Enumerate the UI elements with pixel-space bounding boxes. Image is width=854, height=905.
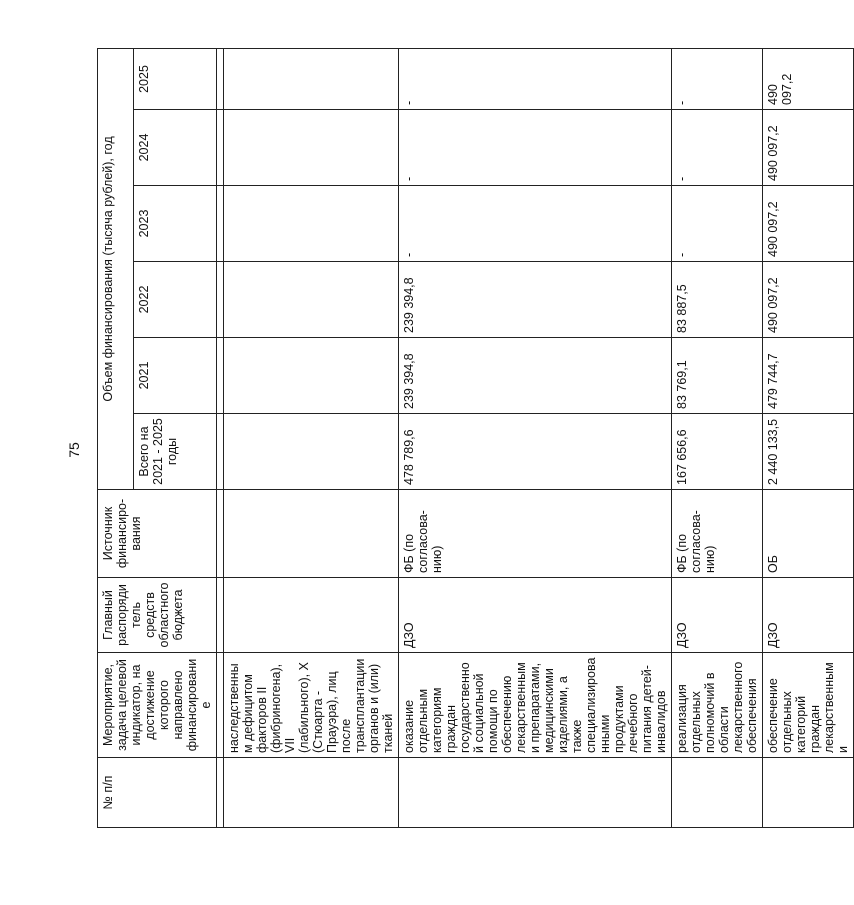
row-measure: наследственным дефицитом факторов II (фибриногена), VII (лабильного), X (Стюарта - Прауэра), лиц после трансплантации органов и (или) тканей [224,653,399,758]
row-value-2023: - [672,186,763,262]
header-funding-group: Объем финансирования (тысяча рублей), год [98,49,134,490]
row-value-2022: 490 097,2 [763,262,854,338]
row-total: 2 440 133,5 [763,414,854,490]
header-year-2024: 2024 [133,110,216,186]
row-value-2025: 490 097,2 [763,49,854,110]
rotated-table-container [97,48,850,828]
row-measure: оказание отдельным категориям граждан государственной социальной помощи по обеспечению лекарственными препаратами, медицинскими изделиями, а также специализированными продуктами лечебного питания детей-инвалидов [399,653,672,758]
row-total: 478 789,6 [399,414,672,490]
header-total: Всего на 2021 - 2025 годы [133,414,216,490]
row-value-2023: 490 097,2 [763,186,854,262]
header-row-top [98,49,134,828]
row-num [399,758,672,828]
row-measure: обеспечение отдельных категорий граждан лекарственными [763,653,854,758]
row-value-2021 [224,338,399,414]
row-value-2021: 83 769,1 [672,338,763,414]
row-value-2021: 479 744,7 [763,338,854,414]
row-value-2024: - [672,110,763,186]
table-row [224,49,399,828]
header-measure: Мероприятие, задача целевой индикатор, на достижение которого направлено финансирование [98,653,217,758]
table-row [672,49,763,828]
row-manager: ДЗО [763,578,854,653]
row-source: ФБ (по согласова-нию) [672,490,763,578]
header-manager: Главный распорядитель средств областного бюджета [98,578,217,653]
row-source [224,490,399,578]
row-measure: реализация отдельных полномочий в области лекарственного обеспечения [672,653,763,758]
header-year-2022: 2022 [133,262,216,338]
row-value-2021: 239 394,8 [399,338,672,414]
row-value-2022 [224,262,399,338]
row-gap [217,49,224,828]
row-value-2023 [224,186,399,262]
row-total [224,414,399,490]
row-value-2025 [224,49,399,110]
header-source: Источник финансиро-вания [98,490,217,578]
row-manager [224,578,399,653]
row-value-2022: 83 887,5 [672,262,763,338]
row-value-2024: 490 097,2 [763,110,854,186]
row-num [763,758,854,828]
row-source: ОБ [763,490,854,578]
row-manager: ДЗО [399,578,672,653]
row-value-2025: - [672,49,763,110]
row-total: 167 656,6 [672,414,763,490]
row-num [672,758,763,828]
table-row [399,49,672,828]
funding-table [97,48,854,828]
page-number: 75 [65,442,82,458]
header-year-2023: 2023 [133,186,216,262]
row-value-2023: - [399,186,672,262]
header-year-2025: 2025 [133,49,216,110]
row-source: ФБ (по согласова-нию) [399,490,672,578]
table-row [763,49,854,828]
row-value-2022: 239 394,8 [399,262,672,338]
row-value-2024 [224,110,399,186]
row-num [224,758,399,828]
header-year-2021: 2021 [133,338,216,414]
row-manager: ДЗО [672,578,763,653]
row-value-2024: - [399,110,672,186]
row-value-2025: - [399,49,672,110]
header-num: № п/п [98,758,217,828]
